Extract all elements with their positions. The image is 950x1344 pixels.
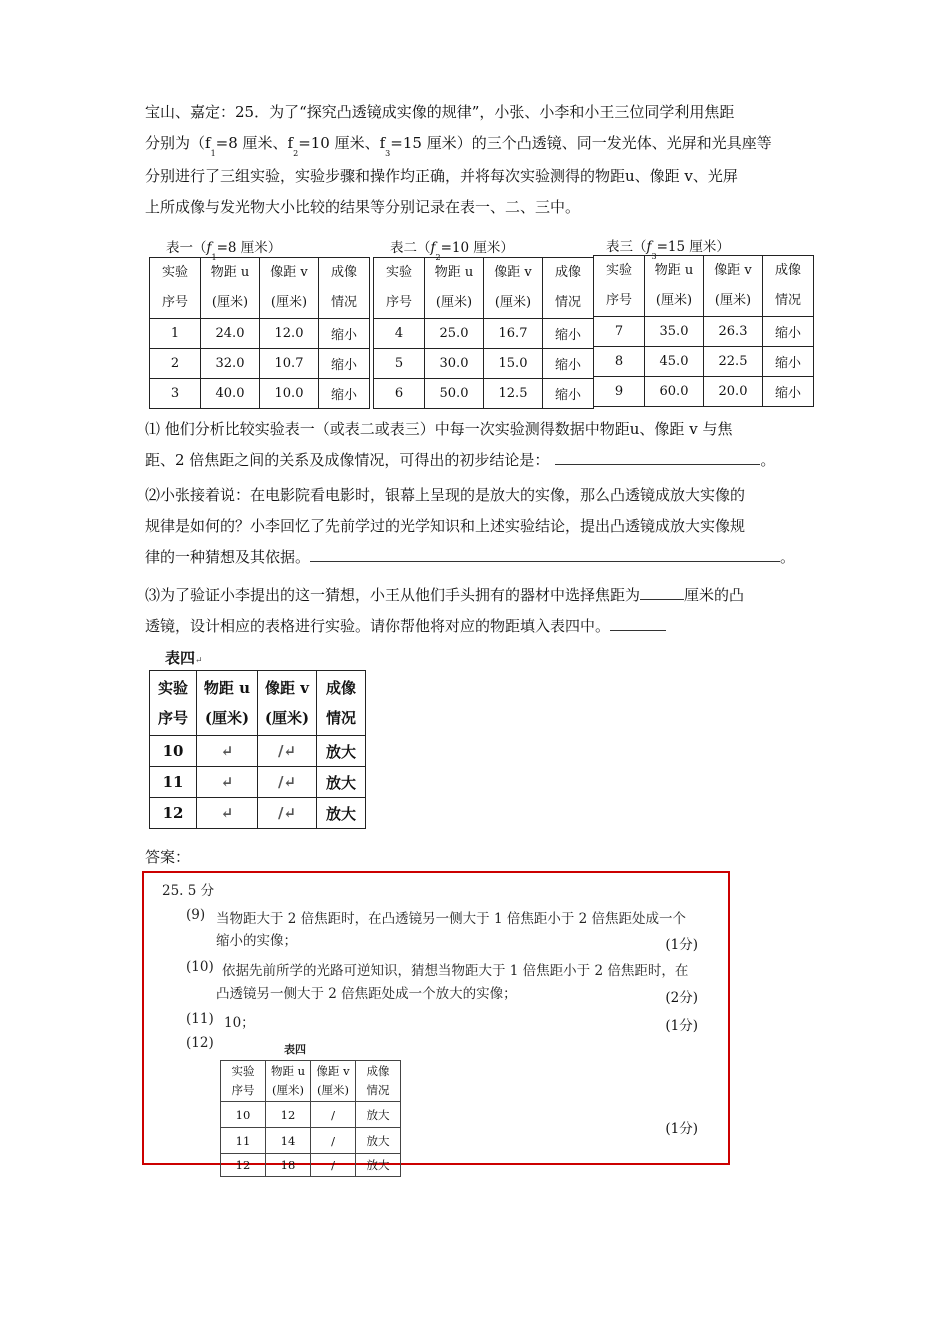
- cell: 7: [594, 317, 645, 347]
- cell: 10.7: [260, 349, 319, 379]
- subscript: 3: [385, 149, 391, 158]
- table-row: [594, 347, 814, 377]
- header-text: 实验: [231, 1064, 255, 1078]
- cell: 放大: [317, 798, 366, 829]
- answer-blank-2[interactable]: [310, 543, 780, 562]
- cell: /: [311, 1154, 356, 1177]
- cell: 放大: [356, 1102, 401, 1128]
- header-text: 成像: [366, 1064, 390, 1078]
- question-text-part: 透镜，设计相应的表格进行实验。请你帮他将对应的物距填入表四中。: [145, 617, 611, 635]
- table3-caption: [606, 235, 730, 261]
- header-text: 物距 u: [434, 265, 474, 280]
- cell: 12.5: [484, 379, 543, 409]
- intro-text: 分别为（f: [145, 134, 211, 152]
- cell: 10: [221, 1102, 266, 1128]
- question-text: [145, 542, 815, 573]
- cell: /: [311, 1128, 356, 1154]
- caption-text: =15 厘米）: [656, 239, 730, 255]
- cell: 6: [374, 379, 425, 409]
- header-cell: [266, 1061, 311, 1102]
- question-text-part: ⑶为了验证小李提出的这一猜想，小王从他们手头拥有的器材中选择焦距为: [145, 586, 641, 604]
- header-text: 实验: [157, 679, 188, 697]
- table-4: [149, 670, 366, 829]
- header-text: (厘米): [204, 709, 250, 727]
- intro-line-4: 上所成像与发光物大小比较的结果等分别记录在表一、二、三中。: [145, 198, 581, 216]
- header-text: (厘米): [317, 1083, 349, 1097]
- subscript: 2: [293, 149, 299, 158]
- header-text: 像距 v: [265, 679, 309, 697]
- cell: 3: [150, 379, 201, 409]
- header-cell: [311, 1061, 356, 1102]
- header-text: 成像: [325, 679, 356, 697]
- cell: 缩小: [543, 349, 594, 379]
- cell: 50.0: [425, 379, 484, 409]
- table-row: [150, 767, 366, 798]
- answer-title: 25. 5 分: [162, 883, 215, 899]
- header-text: 成像: [330, 265, 357, 280]
- cell: 40.0: [201, 379, 260, 409]
- subscript: 1: [211, 253, 217, 262]
- header-text: 情况: [366, 1083, 390, 1097]
- cell: 60.0: [645, 377, 704, 407]
- table-row: [150, 736, 366, 767]
- intro-line-1: 宝山、嘉定：25．为了“探究凸透镜成实像的规律”，小张、小李和小王三位同学利用焦距: [145, 103, 735, 121]
- header-text: 物距 u: [210, 265, 250, 280]
- cell: 14: [266, 1128, 311, 1154]
- caption-text: =10 厘米）: [440, 240, 514, 256]
- header-text: 情况: [325, 709, 356, 727]
- table-1: [149, 257, 370, 409]
- cell: 11: [221, 1128, 266, 1154]
- cell: 30.0: [425, 349, 484, 379]
- cell: 缩小: [763, 347, 814, 377]
- answer-table: [220, 1060, 401, 1177]
- answer-9-line2: 缩小的实像；: [216, 933, 297, 949]
- header-text: 物距 u: [203, 679, 251, 697]
- cell: 缩小: [319, 349, 370, 379]
- caption-text: =8 厘米）: [216, 240, 282, 256]
- caption-text: 表三（: [606, 239, 647, 255]
- cell: 25.0: [425, 319, 484, 349]
- header-cell: [201, 258, 260, 319]
- caption-text: 表一（: [166, 240, 207, 256]
- header-cell: [260, 258, 319, 319]
- cell: 18: [266, 1154, 311, 1177]
- cell: 32.0: [201, 349, 260, 379]
- table-row: [594, 317, 814, 347]
- header-cell: [484, 258, 543, 319]
- answer-9-points: (1分): [665, 937, 698, 953]
- question-text-part: 。: [780, 548, 796, 566]
- question-text: [145, 611, 815, 642]
- table1-caption: [166, 236, 282, 262]
- question-text-part: 距、2 倍焦距之间的关系及成像情况，可得出的初步结论是：: [145, 451, 550, 469]
- caption-f: f: [646, 239, 652, 255]
- header-text: 实验: [161, 265, 188, 280]
- header-text: (厘米): [655, 293, 693, 308]
- header-cell: [150, 258, 201, 319]
- header-cell: [221, 1061, 266, 1102]
- question-2: [145, 480, 815, 573]
- answer-9-line1: 当物距大于 2 倍焦距时，在凸透镜另一侧大于 1 倍焦距小于 2 倍焦距处成一个: [216, 911, 687, 927]
- cell: 1: [150, 319, 201, 349]
- table-3: [593, 255, 814, 407]
- table-row: [374, 349, 594, 379]
- cell: 26.3: [704, 317, 763, 347]
- header-cell: [425, 258, 484, 319]
- cell: 15.0: [484, 349, 543, 379]
- header-text: 实验: [385, 265, 412, 280]
- header-text: 序号: [605, 293, 632, 308]
- caption-text: 表二（: [390, 240, 431, 256]
- subscript: 3: [651, 252, 657, 261]
- cell: /: [311, 1102, 356, 1128]
- table-row: [150, 349, 370, 379]
- header-text: 序号: [157, 709, 188, 727]
- table2-caption: [390, 236, 514, 262]
- answer-blank-1[interactable]: [555, 446, 760, 465]
- intro-text: =8 厘米、f: [215, 134, 294, 152]
- cell: 缩小: [763, 377, 814, 407]
- cell: 12: [221, 1154, 266, 1177]
- header-cell: [150, 671, 197, 736]
- header-text: 实验: [605, 263, 632, 278]
- cell: 缩小: [763, 317, 814, 347]
- header-cell: [594, 256, 645, 317]
- header-text: (厘米): [272, 1083, 304, 1097]
- caption-f: f: [206, 240, 212, 256]
- header-text: 像距 v: [270, 265, 308, 280]
- cell: 缩小: [319, 319, 370, 349]
- table-row: [221, 1154, 401, 1177]
- intro-text: =10 厘米、f: [298, 134, 386, 152]
- answer-blank-3[interactable]: [640, 581, 684, 600]
- answer-10-line1: 依据先前所学的光路可逆知识，猜想当物距大于 1 倍焦距小于 2 倍焦距时，在: [222, 963, 689, 979]
- cell: 35.0: [645, 317, 704, 347]
- answer-12-label: (12): [186, 1035, 214, 1051]
- header-cell: [319, 258, 370, 319]
- answer-10-line2: 凸透镜另一侧大于 2 倍焦距处成一个放大的实像；: [216, 986, 517, 1002]
- cell: 缩小: [543, 319, 594, 349]
- caption-f: f: [430, 240, 436, 256]
- table-row: [221, 1102, 401, 1128]
- cell: 12: [150, 798, 197, 829]
- cell: 10.0: [260, 379, 319, 409]
- cell: 5: [374, 349, 425, 379]
- question-text: 规律是如何的？小李回忆了先前学过的光学知识和上述实验结论，提出凸透镜成放大实像规: [145, 517, 746, 535]
- answer-11-points: (1分): [665, 1018, 698, 1034]
- cell: 缩小: [543, 379, 594, 409]
- header-text: (厘米): [494, 295, 532, 310]
- intro-line-3: 分别进行了三组实验，实验步骤和操作均正确，并将每次实验测得的物距u、像距 v、光屏: [145, 167, 738, 185]
- cell: 9: [594, 377, 645, 407]
- table-2: [373, 257, 594, 409]
- question-text-part: 。: [760, 451, 776, 469]
- subscript: 1: [210, 149, 216, 158]
- question-text: [145, 445, 815, 476]
- answer-10-points: (2分): [665, 990, 698, 1006]
- cell: 11: [150, 767, 197, 798]
- table-row: [150, 379, 370, 409]
- intro-text: =15 厘米）的三个凸透镜、同一发光体、光屏和光具座等: [390, 134, 772, 152]
- input-cell[interactable]: ↵: [197, 736, 258, 767]
- header-cell: [763, 256, 814, 317]
- header-text: 序号: [231, 1083, 255, 1097]
- question-text-part: 律的一种猜想及其依据。: [145, 548, 311, 566]
- cell: 放大: [317, 767, 366, 798]
- cell: /↵: [258, 798, 317, 829]
- question-3: [145, 580, 815, 642]
- question-text: [145, 580, 815, 611]
- cell: 2: [150, 349, 201, 379]
- header-cell: [645, 256, 704, 317]
- cell: 10: [150, 736, 197, 767]
- header-text: (厘米): [714, 293, 752, 308]
- table-row: [374, 319, 594, 349]
- answer-blank-4[interactable]: [610, 612, 666, 631]
- table-row: [150, 319, 370, 349]
- question-1: [145, 414, 815, 476]
- header-text: 物距 u: [654, 263, 694, 278]
- answer-11-label: (11): [186, 1011, 214, 1027]
- cell: /↵: [258, 767, 317, 798]
- cell: 16.7: [484, 319, 543, 349]
- cell: 放大: [356, 1128, 401, 1154]
- header-text: (厘米): [435, 295, 473, 310]
- cell: 8: [594, 347, 645, 377]
- header-text: 成像: [774, 263, 801, 278]
- question-text-part: 厘米的凸: [684, 586, 745, 604]
- cell: 24.0: [201, 319, 260, 349]
- cell: 放大: [317, 736, 366, 767]
- header-text: 像距 v: [316, 1064, 350, 1078]
- cell: /↵: [258, 736, 317, 767]
- header-cell: [704, 256, 763, 317]
- header-cell: [317, 671, 366, 736]
- cell: 放大: [356, 1154, 401, 1177]
- cell: 12.0: [260, 319, 319, 349]
- table4-caption: [165, 647, 203, 668]
- answer-10-label: (10): [186, 959, 214, 975]
- cell: 45.0: [645, 347, 704, 377]
- input-cell[interactable]: ↵: [197, 798, 258, 829]
- header-text: 情况: [554, 295, 581, 310]
- caption-text: 表四: [165, 649, 196, 667]
- header-text: (厘米): [270, 295, 308, 310]
- header-cell: [543, 258, 594, 319]
- table-row: [594, 377, 814, 407]
- header-text: (厘米): [211, 295, 249, 310]
- input-cell[interactable]: ↵: [197, 767, 258, 798]
- header-cell: [356, 1061, 401, 1102]
- answer-label: 答案：: [145, 848, 191, 866]
- cell: 4: [374, 319, 425, 349]
- cell: 12: [266, 1102, 311, 1128]
- cell: 缩小: [319, 379, 370, 409]
- header-text: 序号: [161, 295, 188, 310]
- header-text: 像距 v: [714, 263, 752, 278]
- header-cell: [197, 671, 258, 736]
- header-cell: [258, 671, 317, 736]
- answer-12-points: (1分): [665, 1121, 698, 1137]
- answer-table-caption: 表四: [284, 1043, 306, 1056]
- header-text: 情况: [330, 295, 357, 310]
- answer-9-label: (9): [186, 907, 206, 923]
- subscript: 2: [435, 253, 441, 262]
- header-text: (厘米): [264, 709, 310, 727]
- header-cell: [374, 258, 425, 319]
- cell: 20.0: [704, 377, 763, 407]
- header-text: 像距 v: [494, 265, 532, 280]
- answer-11-text: 10；: [224, 1015, 255, 1031]
- question-text: ⑵小张接着说：在电影院看电影时，银幕上呈现的是放大的实像，那么凸透镜成放大实像的: [145, 486, 746, 504]
- header-text: 序号: [385, 295, 412, 310]
- table-row: [221, 1128, 401, 1154]
- intro-line-2: [145, 128, 810, 161]
- problem-intro: [145, 97, 810, 223]
- table-row: [374, 379, 594, 409]
- return-mark: ↵: [195, 656, 203, 666]
- header-text: 成像: [554, 265, 581, 280]
- header-text: 物距 u: [270, 1064, 306, 1078]
- header-text: 情况: [774, 293, 801, 308]
- table-row: [150, 798, 366, 829]
- cell: 22.5: [704, 347, 763, 377]
- question-text: ⑴ 他们分析比较实验表一（或表二或表三）中每一次实验测得数据中物距u、像距 v 与焦: [145, 420, 733, 438]
